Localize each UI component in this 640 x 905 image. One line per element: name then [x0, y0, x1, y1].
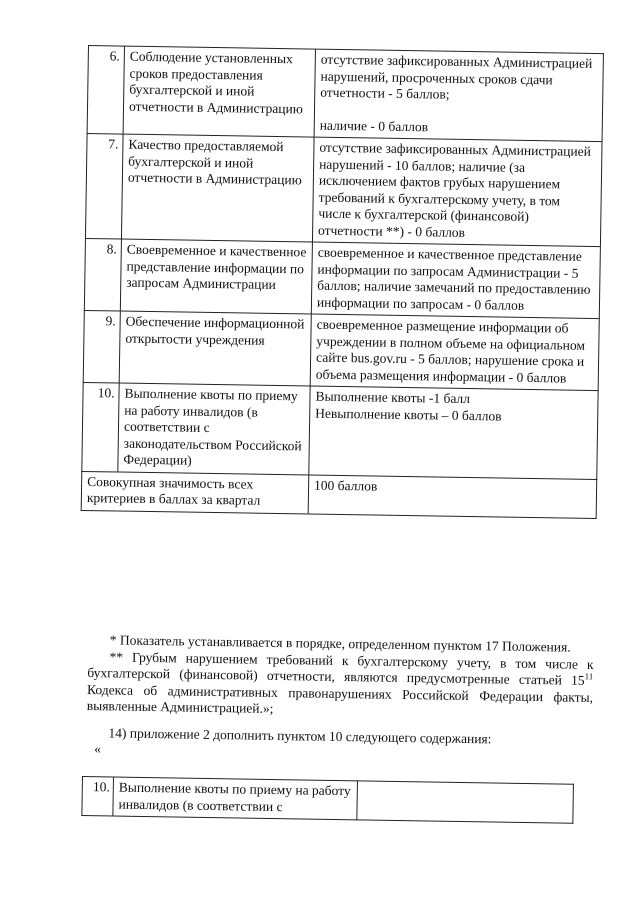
row-number: 10.	[82, 777, 114, 816]
criterion-name: Обеспечение информационной открытости учреждения	[119, 311, 311, 386]
summary-row	[81, 471, 597, 518]
score-text: Выполнение квоты -1 балл	[315, 388, 471, 407]
row-number: 8.	[84, 238, 121, 311]
score-text: Невыполнение квоты – 0 баллов	[315, 405, 502, 424]
criterion-scores	[311, 242, 600, 319]
table-row	[83, 310, 599, 390]
criterion-name: Выполнение квоты по приему на работу инвалидов (в соответствии с	[113, 777, 358, 820]
notes-block	[86, 632, 594, 765]
criterion-name: Качество предоставляемой бухгалтерской и иной отчетности в Администрацию	[121, 134, 314, 242]
criterion-name: Соблюдение установленных сроков предоставления бухгалтерской и иной отчетности в Администрацию	[123, 46, 315, 137]
appendix-table	[81, 776, 574, 824]
score-text: своевременное размещение информации об учреждении в полном объеме на официальном сайте bus.gov.ru - 5 баллов; нарушение срока и объема размещения информации - 0 баллов	[315, 316, 586, 386]
criterion-name: Выполнение квоты по приему на работу инвалидов (в соответствии с законодательством Российской Федерации)	[118, 383, 310, 474]
footnote-2-superscript: 11	[584, 671, 594, 682]
criterion-scores	[357, 781, 574, 823]
row-number: 6.	[87, 46, 124, 135]
score-text: отсутствие зафиксированных Администрацией нарушений - 10 баллов; наличие (за исключением фактов грубых нарушением требований к бухгалтерскому учету, в том числе к бухгалтерской (финансовой) отчетности **) - 0 баллов	[318, 139, 592, 240]
criteria-table	[81, 45, 604, 519]
criterion-scores	[309, 386, 598, 479]
row-number: 10.	[82, 382, 119, 471]
score-text: своевременное и качественное представление информации по запросам Администрации - 5 баллов; наличие замечаний по предоставлению информации по запросам - 0 баллов	[316, 244, 591, 313]
score-text: наличие - 0 баллов	[319, 117, 429, 134]
opening-quote: «	[94, 741, 102, 757]
criterion-scores	[312, 137, 602, 247]
table-row	[85, 133, 602, 246]
score-text: отсутствие зафиксированных Администрацией нарушений, просроченных сроков сдачи отчетности - 5 баллов;	[320, 51, 593, 102]
table-row	[84, 238, 600, 318]
footnote-2	[87, 648, 594, 722]
footnote-1: * Показатель устанавливается в порядке, определенном пунктом 17 Положения.	[109, 632, 571, 655]
criterion-name: Своевременное и качественное представление информации по запросам Администрации	[120, 239, 312, 314]
table-row	[87, 46, 603, 142]
table-row	[82, 777, 574, 824]
footnote-2-text-end: Кодекса об административных правонарушениях Российской Федерации факты, выявленные Администрацией.»;	[86, 681, 594, 716]
footnote-2-text: ** Грубым нарушением требований к бухгалтерскому учету, в том числе к бухгалтерской (финансовой) отчетности, являются предусмотренные статьей 15	[87, 648, 594, 688]
table-row	[82, 382, 598, 479]
criterion-scores	[314, 49, 603, 142]
item-14-text: 14) приложение 2 дополнить пунктом 10 следующего содержания:	[108, 724, 492, 746]
summary-value: 100 баллов	[308, 475, 597, 519]
row-number: 9.	[83, 310, 120, 383]
row-number: 7.	[85, 133, 123, 239]
summary-label: Совокупная значимость всех критериев в баллах за квартал	[81, 471, 309, 514]
criterion-scores	[310, 314, 599, 391]
